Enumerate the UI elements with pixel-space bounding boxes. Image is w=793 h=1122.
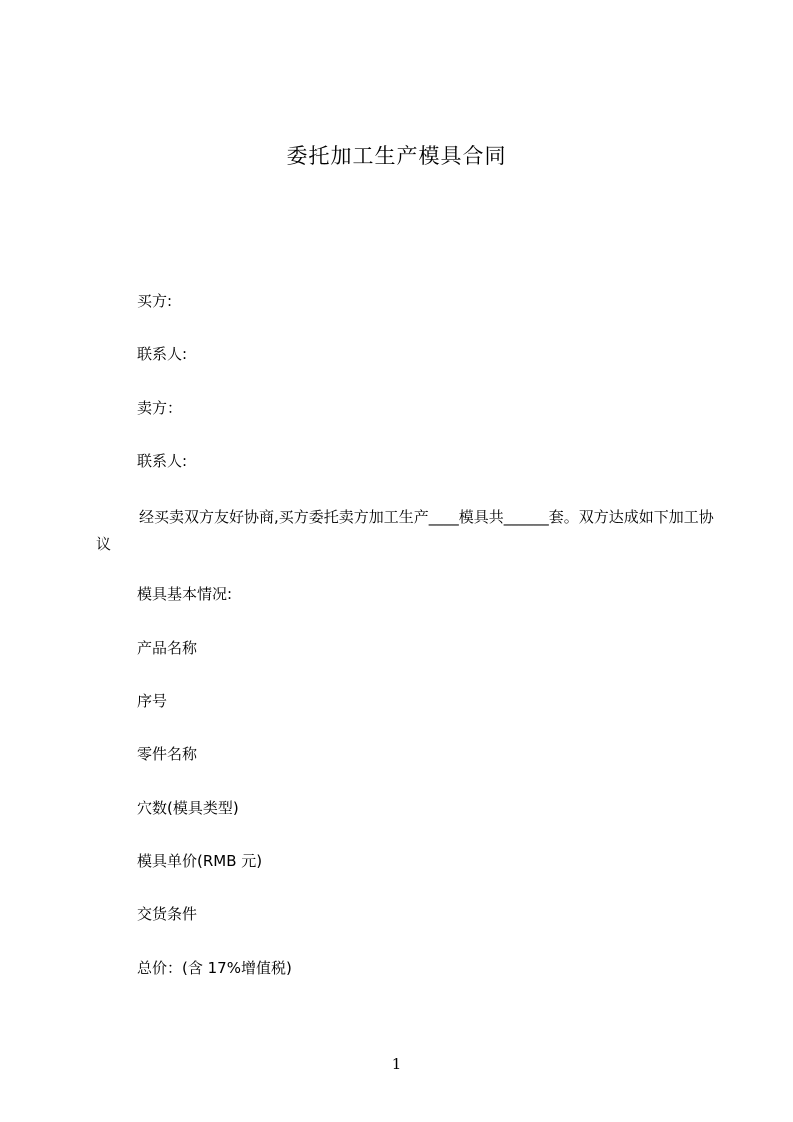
product-name-line: 产品名称: [137, 639, 198, 657]
part-name-line: 零件名称: [137, 745, 198, 763]
mold-info-heading: 模具基本情况:: [137, 585, 233, 603]
buyer-contact-line: 联系人:: [137, 345, 188, 363]
cavity-line: 穴数(模具类型): [137, 799, 239, 817]
delivery-line: 交货条件: [137, 905, 198, 923]
seller-contact-line: 联系人:: [137, 452, 188, 470]
document-title: 委托加工生产模具合同: [286, 144, 507, 168]
buyer-line: 买方:: [137, 292, 173, 310]
serial-no-line: 序号: [137, 692, 168, 710]
unit-price-line: 模具单价(RMB 元): [137, 852, 263, 870]
total-price-line: 总价：(含 17%增值税): [137, 959, 292, 977]
seller-line: 卖方：: [137, 399, 183, 417]
agreement-paragraph: 经买卖双方友好协商,买方委托卖方加工生产____模具共______套。双方达成如下加工协议: [96, 508, 714, 553]
page-number: 1: [391, 1055, 402, 1073]
